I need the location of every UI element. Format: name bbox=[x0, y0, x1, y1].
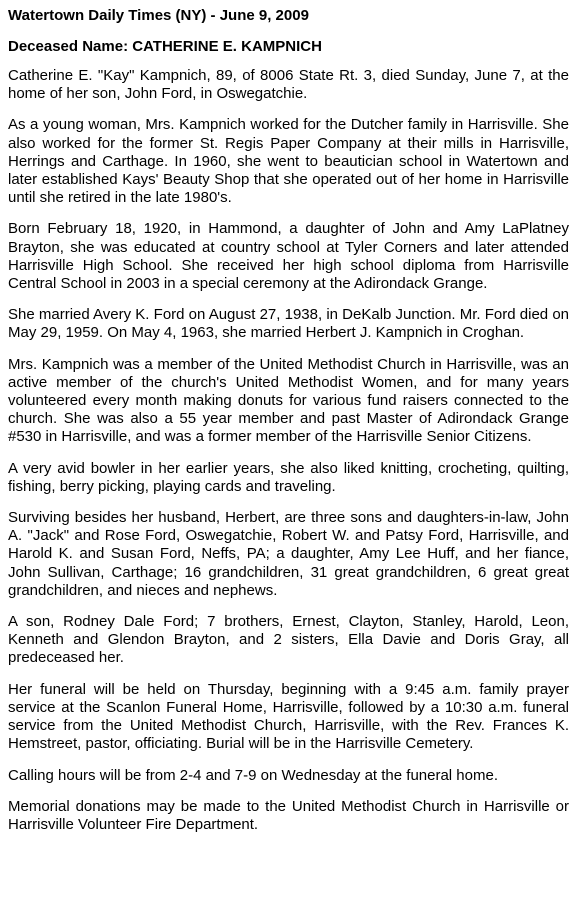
paragraph-memorial-donations: Memorial donations may be made to the United Methodist Church in Harrisville or Harrisville Volunteer Fire Department. bbox=[8, 797, 569, 833]
paragraph-death-notice: Catherine E. "Kay" Kampnich, 89, of 8006 State Rt. 3, died Sunday, June 7, at the home of her son, John Ford, in Oswegatchie. bbox=[8, 67, 569, 103]
paragraph-work-history: As a young woman, Mrs. Kampnich worked for the Dutcher family in Harrisville. She also worked for the former St. Regis Paper Company at their mills in Harrisville, Herrings and Carthage. In 1960, she went to beautician school in Watertown and later established Kays' Beauty Shop that she operated out of her home in Harrisville until she retired in the late 1980's. bbox=[8, 116, 569, 207]
paragraph-marriages: She married Avery K. Ford on August 27, 1938, in DeKalb Junction. Mr. Ford died on May 29, 1959. On May 4, 1963, she married Herbert J. Kampnich in Croghan. bbox=[8, 306, 569, 342]
paragraph-funeral: Her funeral will be held on Thursday, beginning with a 9:45 a.m. family prayer service at the Scanlon Funeral Home, Harrisville, followed by a 10:30 a.m. funeral service from the United Methodist Church, Harrisville, with the Rev. Frances K. Hemstreet, pastor, officiating. Burial will be in the Harrisville Cemetery. bbox=[8, 680, 569, 753]
paragraph-calling-hours: Calling hours will be from 2-4 and 7-9 on Wednesday at the funeral home. bbox=[8, 766, 498, 784]
newspaper-source-heading: Watertown Daily Times (NY) - June 9, 2009 bbox=[8, 7, 309, 24]
paragraph-birth-education: Born February 18, 1920, in Hammond, a daughter of John and Amy LaPlatney Brayton, she was educated at country school at Tyler Corners and later attended Harrisville High School. She received her high school diploma from Harrisville Central School in 2003 in a special ceremony at the Adirondack Grange. bbox=[8, 220, 569, 293]
paragraph-predeceased: A son, Rodney Dale Ford; 7 brothers, Ernest, Clayton, Stanley, Harold, Leon, Kenneth and Glendon Brayton, and 2 sisters, Ella Davie and Doris Gray, all predeceased her. bbox=[8, 613, 569, 667]
paragraph-survivors: Surviving besides her husband, Herbert, are three sons and daughters-in-law, John A. "Jack" and Rose Ford, Oswegatchie, Robert W. and Patsy Ford, Harrisville, and Harold K. and Susan Ford, Neffs, PA; a daughter, Amy Lee Huff, and her fiance, John Sullivan, Carthage; 16 grandchildren, 31 great grandchildren, 6 great great grandchildren, and nieces and nephews. bbox=[8, 509, 569, 599]
paragraph-memberships: Mrs. Kampnich was a member of the United Methodist Church in Harrisville, was an active member of the church's United Methodist Women, and for many years volunteered every month making donuts for various fund raisers connected to the church. She was also a 55 year member and past Master of Adirondack Grange #530 in Harrisville, and was a former member of the Harrisville Senior Citizens. bbox=[8, 355, 569, 446]
deceased-name-heading: Deceased Name: CATHERINE E. KAMPNICH bbox=[8, 38, 322, 55]
paragraph-hobbies: A very avid bowler in her earlier years, she also liked knitting, crocheting, quilting, fishing, berry picking, playing cards and traveling. bbox=[8, 459, 569, 495]
